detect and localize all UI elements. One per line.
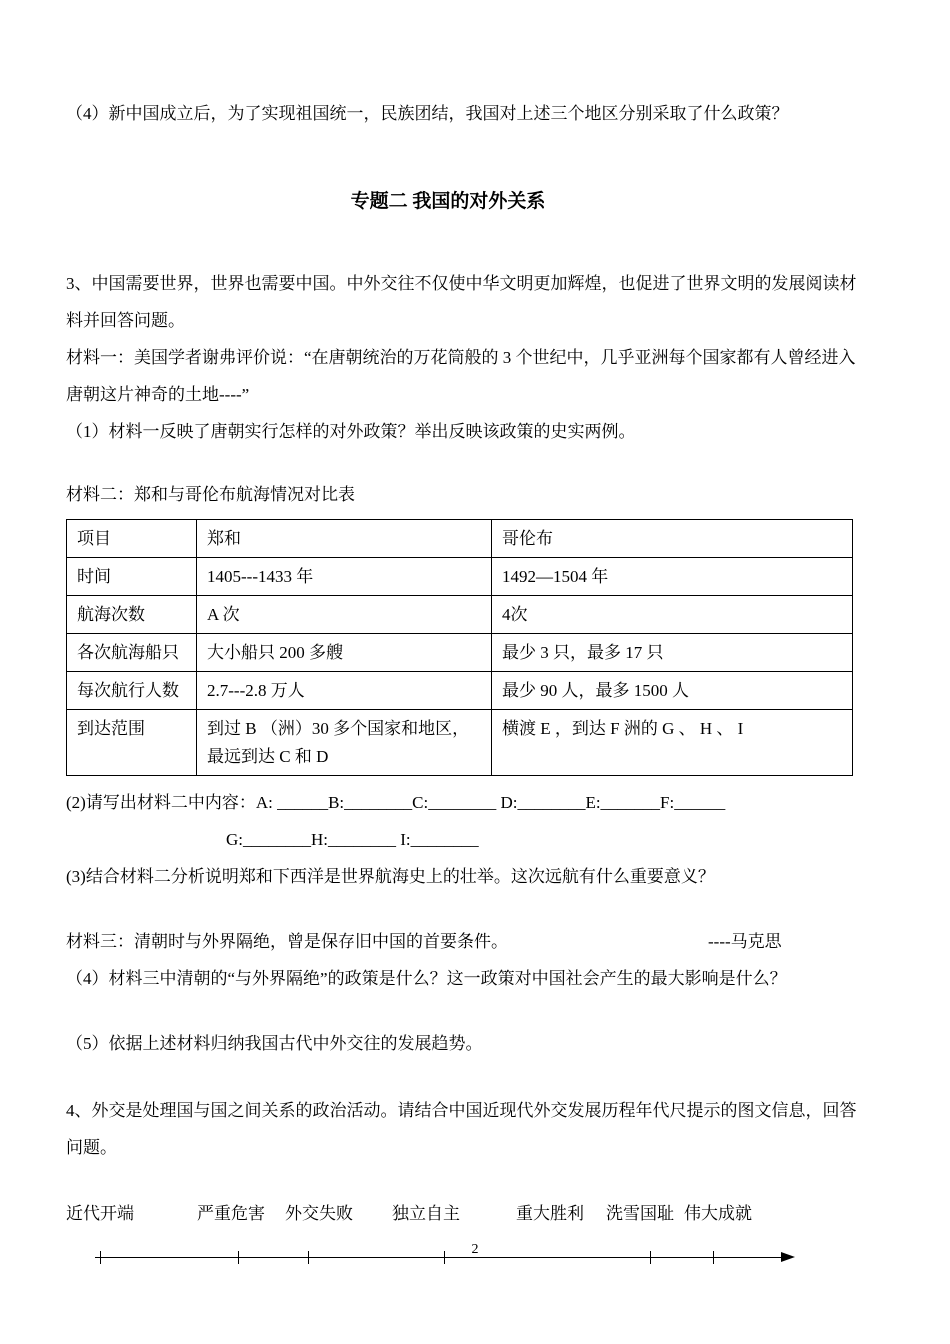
question-3-sub4: （4）材料三中清朝的“与外界隔绝”的政策是什么？这一政策对中国社会产生的最大影响是什么？ [66,969,787,988]
timeline-label-modern-start: 近代开端 [66,1204,134,1223]
question-3-block [66,265,870,450]
table-header-row [67,520,853,558]
material-2-label: 材料二：郑和与哥伦布航海情况对比表 [66,485,355,504]
answer-blanks-line1: (2)请写出材料二中内容：A: ______B:________C:________ D:________E:_______F:______ [66,793,726,812]
material-1-text: 材料一：美国学者谢弗评价说：“在唐朝统治的万花筒般的 3 个世纪中，几乎亚洲每个国家都有人曾经进入唐朝这片神奇的土地----” [66,348,856,404]
question-3-sub1: （1）材料一反映了唐朝实行怎样的对外政策？举出反映该政策的史实两例。 [66,422,636,441]
material-3-attribution: ----马克思 [708,932,782,951]
table-cell-blank-a: A 次 [197,596,492,634]
table-header-zhenghe: 郑和 [197,520,492,558]
page-number: 2 [471,1242,479,1257]
timeline-label-great-achievement: 伟大成就 [684,1204,752,1223]
table-cell: 大小船只 200 多艘 [197,634,492,672]
table-row [67,634,853,672]
table-cell: 4次 [492,596,853,634]
timeline-label-diplomatic-failure: 外交失败 [285,1204,353,1223]
table-cell: 2.7---2.8 万人 [197,672,492,710]
timeline-labels [66,1196,870,1231]
section-heading: 专题二 我国的对外关系 [350,191,546,212]
table-cell: 到达范围 [67,710,197,776]
table-cell: 最少 90 人，最多 1500 人 [492,672,853,710]
table-header-columbus: 哥伦布 [492,520,853,558]
material-3-text: 材料三：清朝时与外界隔绝，曾是保存旧中国的首要条件。 [66,932,508,951]
table-header-item: 项目 [67,520,197,558]
timeline-label-severe-harm: 严重危害 [197,1204,265,1223]
table-cell: 各次航海船只 [67,634,197,672]
table-cell: 最少 3 只，最多 17 只 [492,634,853,672]
table-cell-blanks-bcd: 到过 B （洲）30 多个国家和地区，最远到达 C 和 D [197,710,492,776]
table-cell: 每次航行人数 [67,672,197,710]
answer-blanks-line2: G:________H:________ I:________ [226,830,479,849]
table-row [67,558,853,596]
question-3-sub3: (3)结合材料二分析说明郑和下西洋是世界航海史上的壮举。这次远航有什么重要意义？ [66,867,715,886]
question-4-intro: 4、外交是处理国与国之间关系的政治活动。请结合中国近现代外交发展历程年代尺提示的图文信息，回答问题。 [66,1101,857,1157]
timeline-label-wash-away-shame: 洗雪国耻 [606,1204,674,1223]
material-3-line [66,923,870,960]
question-3-sub5: （5）依据上述材料归纳我国古代中外交往的发展趋势。 [66,1034,483,1053]
zhenghe-columbus-comparison-table [66,519,853,776]
table-row [67,596,853,634]
table-cell: 1405---1433 年 [197,558,492,596]
timeline-label-major-victory: 重大胜利 [516,1204,584,1223]
table-cell-blanks-efghi: 横渡 E ，到达 F 洲的 G 、 H 、 I [492,710,853,776]
table-row [67,710,853,776]
table-cell: 航海次数 [67,596,197,634]
table-cell: 时间 [67,558,197,596]
table-row [67,672,853,710]
question-3-sub2 [66,784,870,858]
question-3-intro: 3、中国需要世界，世界也需要中国。中外交往不仅使中华文明更加辉煌，也促进了世界文明的发展阅读材料并回答问题。 [66,274,857,330]
previous-question-part4: （4）新中国成立后，为了实现祖国统一，民族团结，我国对上述三个地区分别采取了什么政策？ [66,104,789,123]
table-cell: 1492—1504 年 [492,558,853,596]
timeline-label-independent: 独立自主 [392,1204,460,1223]
